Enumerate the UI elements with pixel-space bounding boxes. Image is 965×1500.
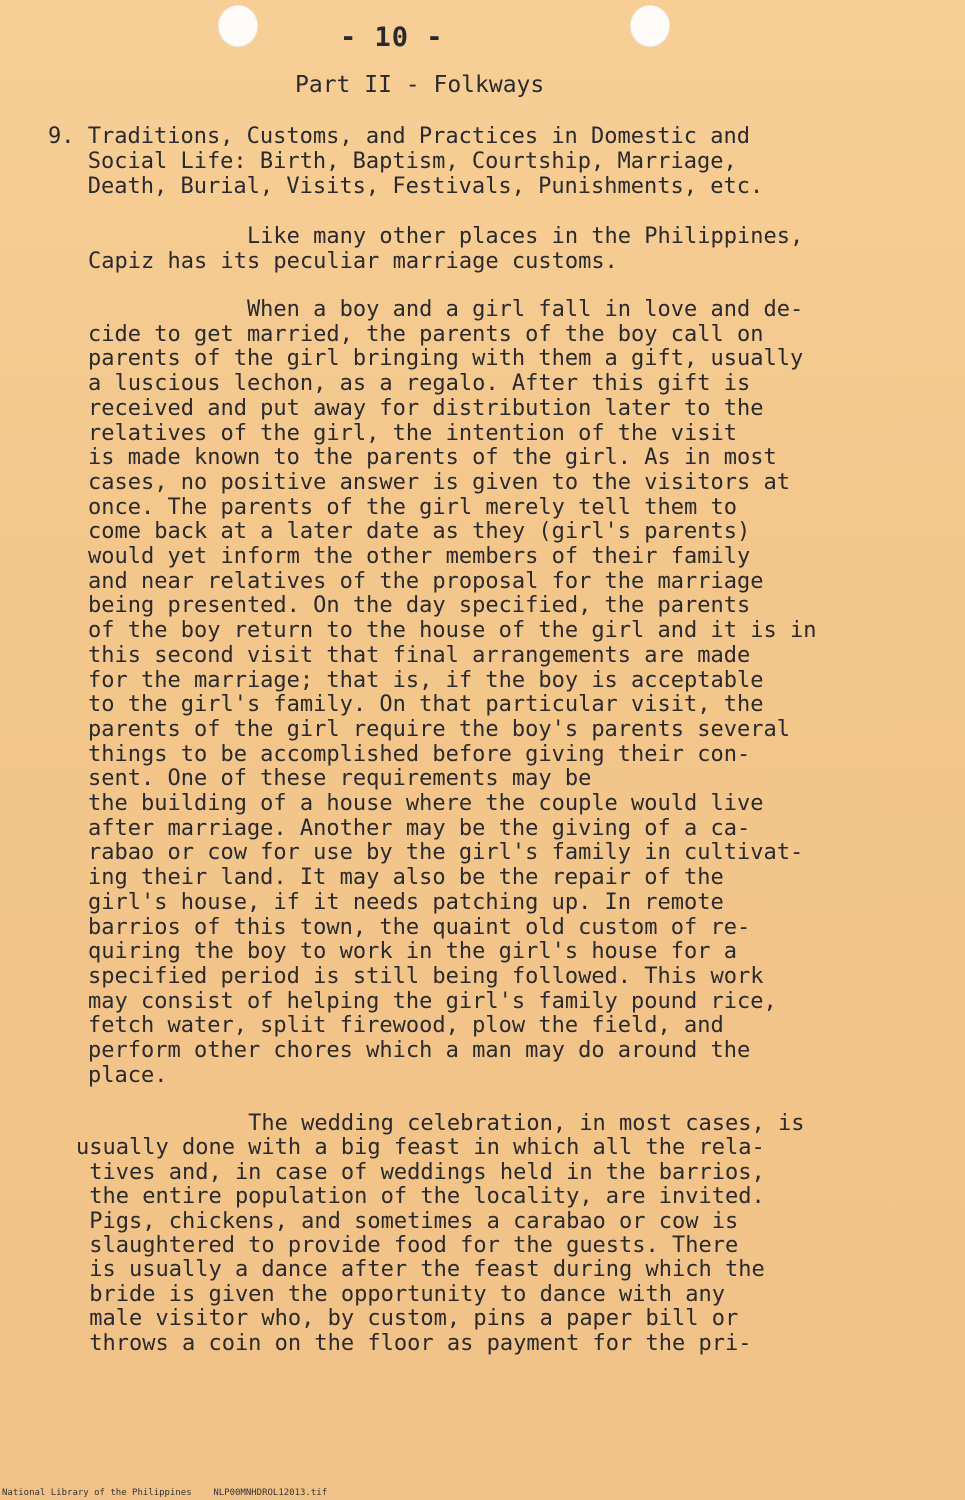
punch-hole-right [630,5,670,47]
paragraph-wedding: The wedding celebration, in most cases, is usually done with a big feast in which all the rela- tives and, in case of weddings held in the barrios, the entire population of the locality, are invited. Pigs, chickens, and sometimes a carabao or cow is slaughtered to provide food for the guests. There is usually a dance after the feast during which the bride is given the opportunity to dance with any male visitor who, by custom, pins a paper bill or throws a coin on the floor as payment for the pri- [76,1111,805,1356]
archive-footer: National Library of the Philippines NLP00MNHDROL12013.tif [2,1488,328,1498]
punch-hole-left [218,5,258,47]
page-number: - 10 - [340,22,444,53]
paragraph-courtship: When a boy and a girl fall in love and de- cide to get married, the parents of the boy call on parents of the girl bringing with them a gift, usually a luscious lechon, as a regalo. After this gift is received and put away for distribution later to the relatives of the girl, the intention of the visit is made known to the parents of the girl. As in most cases, no positive answer is given to the visitors at once. The parents of the girl merely tell them to come back at a later date as they (girl's parents) would yet inform the other members of their family and near relatives of the proposal for the marriage being presented. On the day specified, the parents of the boy return to the house of the girl and it is in this second visit that final arrangements are made for the marriage; that is, if the boy is acceptable to the girl's family. On that particular visit, the parents of the girl require the boy's parents several things to be accomplished before giving their con- sent. One of these requirements may be the building of a house where the couple would live after marriage. Another may be the giving of a ca- rabao or cow for use by the girl's family in cultivat- ing their land. It may also be the repair of the girl's house, if it needs patching up. In remote barrios of this town, the quaint old custom of re- quiring the boy to work in the girl's house for a specified period is still being followed. This work may consist of helping the girl's family pound rice, fetch water, split firewood, plow the field, and perform other chores which a man may do around the place. [88,297,817,1088]
section-heading: 9. Traditions, Customs, and Practices in Domestic and Social Life: Birth, Baptism, Courtship, Marriage, Death, Burial, Visits, Festivals, Punishments, etc. [48,124,764,199]
part-heading: Part II - Folkways [295,72,545,98]
paragraph-intro: Like many other places in the Philippines, Capiz has its peculiar marriage customs. [88,224,804,274]
